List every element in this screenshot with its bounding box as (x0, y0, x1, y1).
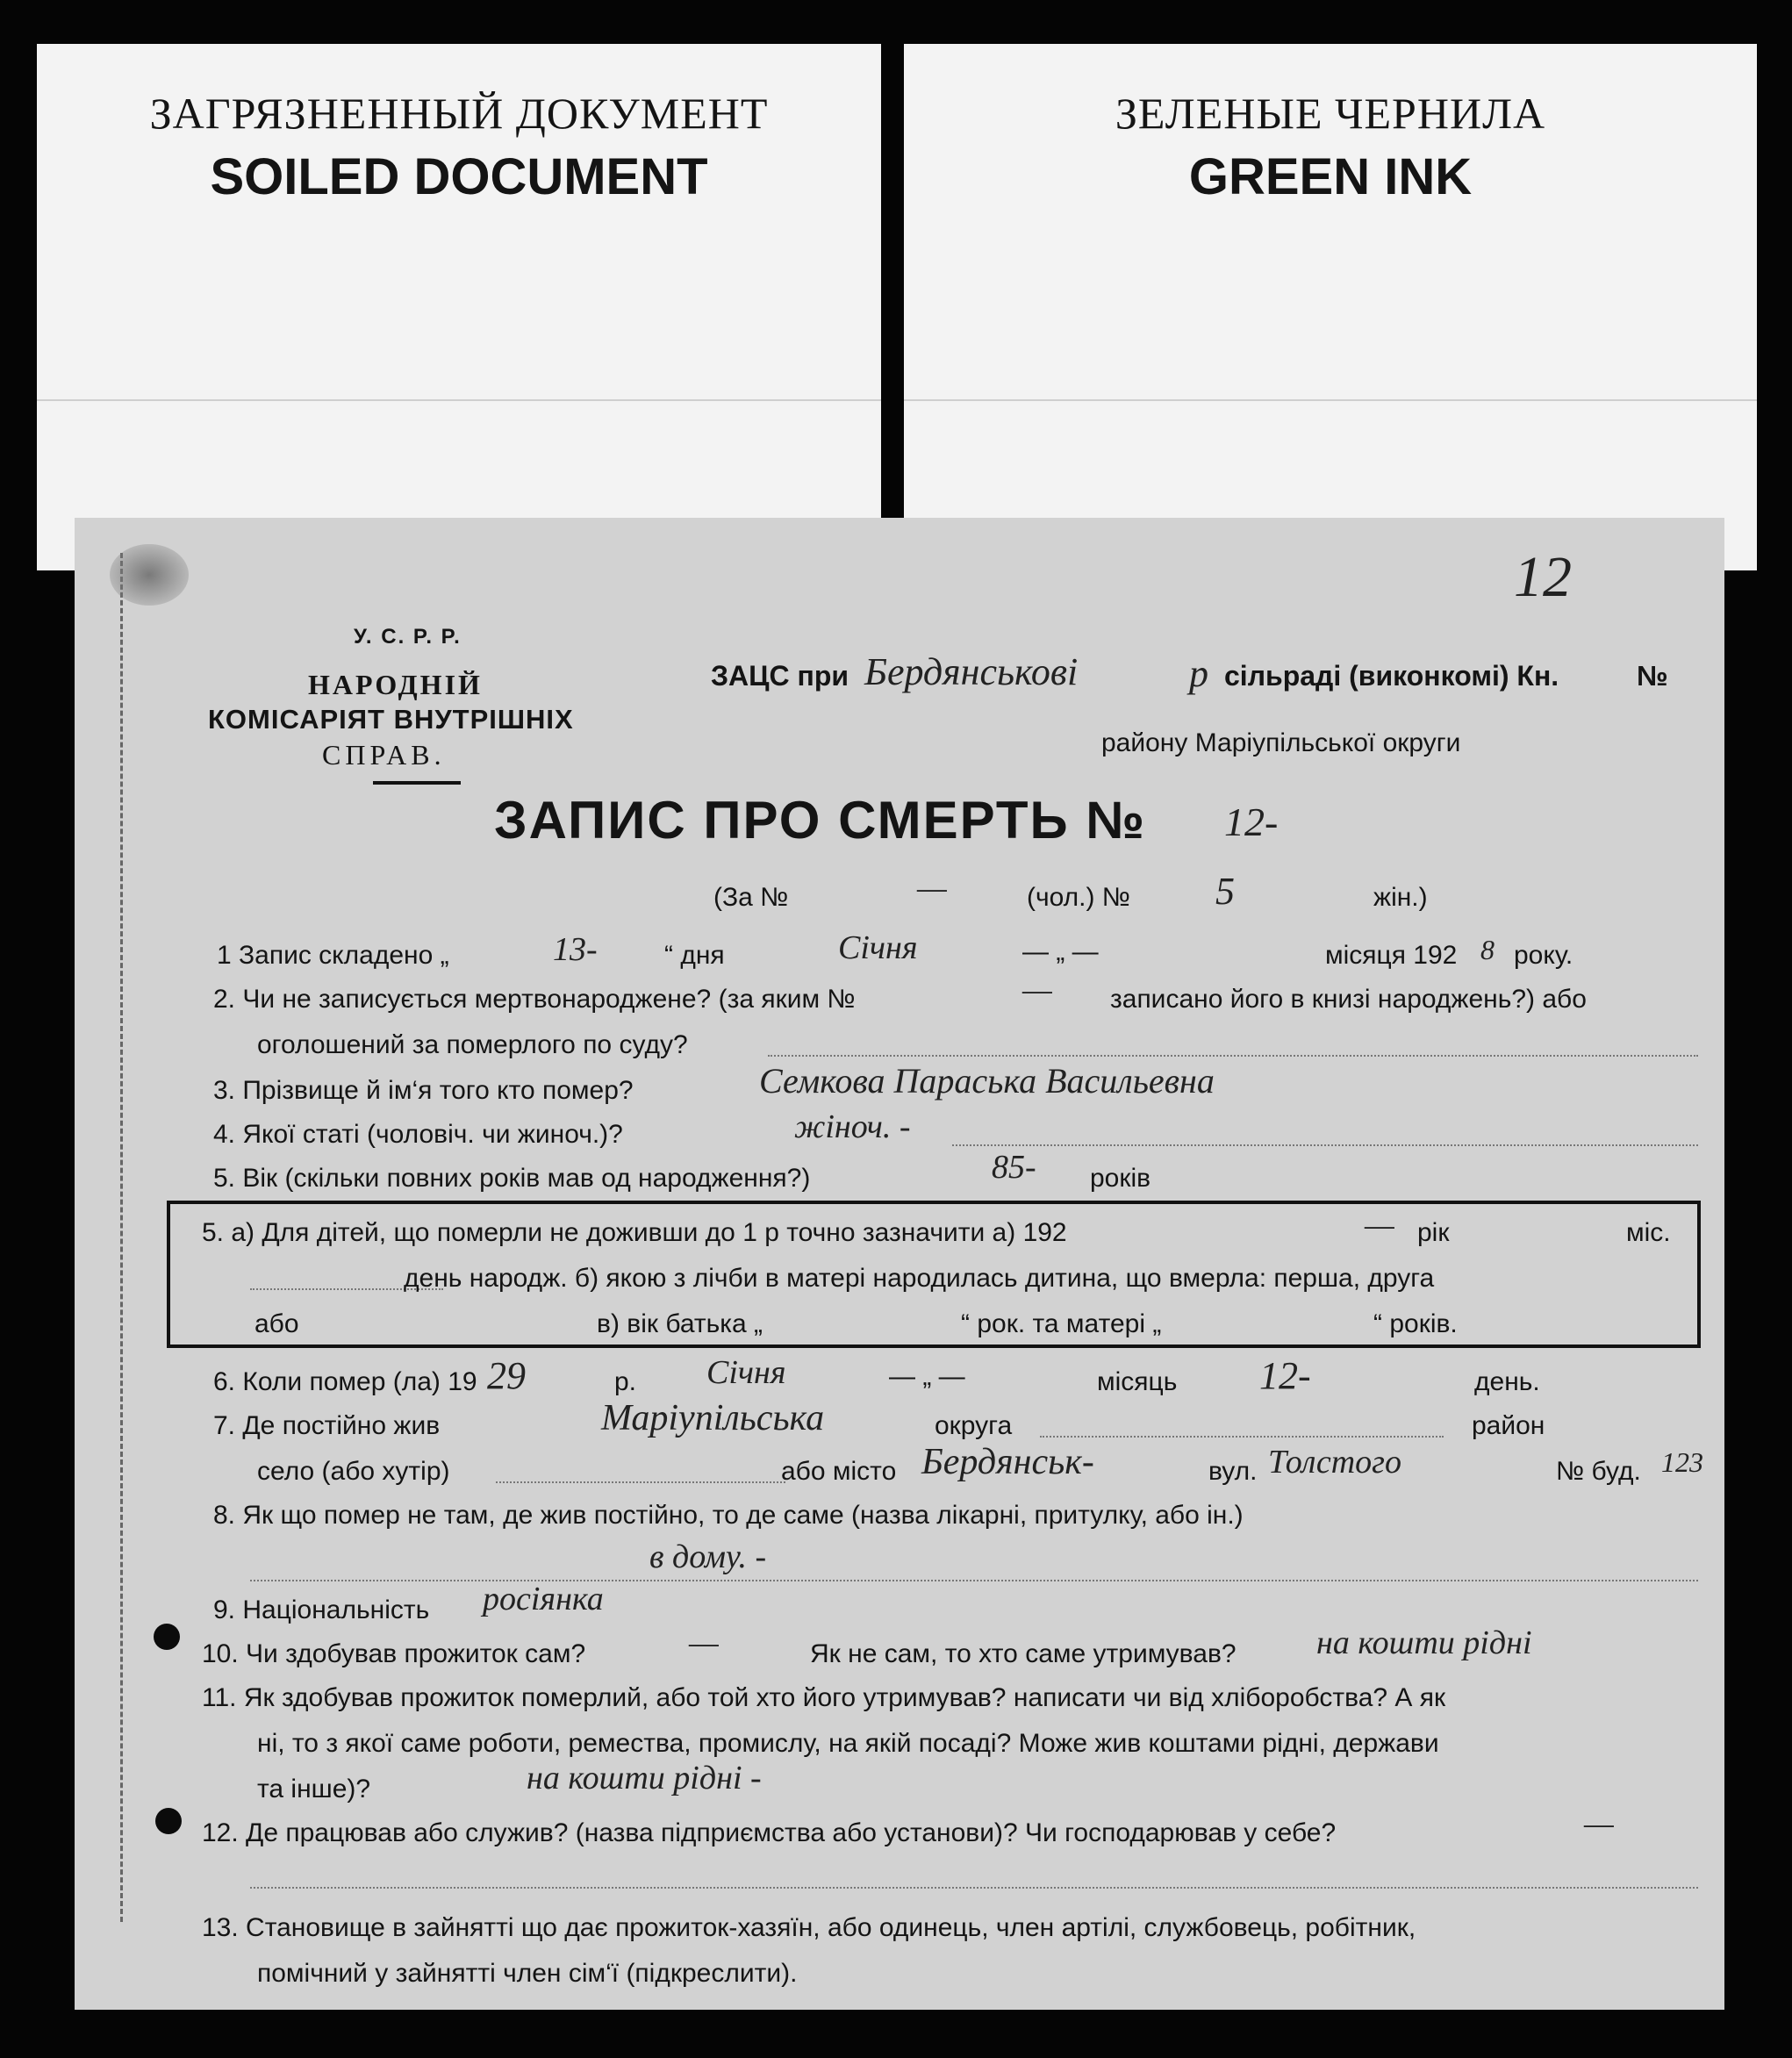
ussr-label: У. С. Р. Р. (354, 625, 462, 649)
row6-month: Січня (706, 1354, 786, 1391)
stain-mark (110, 544, 189, 606)
box-year-label: рік (1417, 1218, 1450, 1247)
fill-line (768, 1055, 1698, 1057)
row7-region-label: округа (935, 1411, 1013, 1440)
soiled-document-card (37, 44, 881, 570)
zhin-label: жін.) (1373, 883, 1428, 912)
row11-value: на кошти рідні - (527, 1760, 762, 1796)
card-label-en: GREEN INK (1188, 148, 1473, 205)
row11-label: 11. Як здобував прожиток померлий, або той хто його утримував? написати чи від хліборобства? А як (202, 1683, 1446, 1712)
row12-value: — (1584, 1805, 1614, 1842)
row7-house: 123 (1661, 1446, 1703, 1478)
row1-label: 1 Запис складено „ (217, 941, 449, 970)
commissariat-line-1: НАРОДНІЙ (308, 669, 483, 700)
box-line-3-c: “ рок. та матері „ (961, 1309, 1162, 1338)
row6-year-label: р. (614, 1367, 637, 1396)
zags-prefix: ЗАЦС при (711, 660, 849, 692)
row7-street-label: вул. (1208, 1457, 1258, 1486)
row10-value-2: на кошти рідні (1316, 1624, 1532, 1661)
row6-day: 12- (1259, 1354, 1311, 1397)
book-number-sign: № (1637, 660, 1668, 692)
row5-label: 5. Вік (скільки повних років мав од народження?) (213, 1164, 811, 1193)
card-label-en: SOILED DOCUMENT (210, 148, 708, 205)
fill-line (250, 1580, 1698, 1581)
row1-day-label: “ дня (664, 941, 725, 970)
card-fold-line (904, 399, 1757, 401)
punch-hole (154, 1624, 180, 1650)
row13-label-2: помічний у зайнятті член сім‘ї (підкреслити). (257, 1959, 798, 1988)
row7-region: Маріупільська (601, 1398, 825, 1438)
row1-month-label: місяця 192 (1325, 941, 1458, 970)
za-label: (За № (713, 883, 789, 912)
row7-label: 7. Де постійно жив (213, 1411, 441, 1440)
za-value: — (917, 870, 947, 907)
row7-district-label: район (1472, 1411, 1545, 1440)
green-ink-card (904, 44, 1757, 570)
row11-label-3: та інше)? (257, 1775, 371, 1803)
punch-hole (155, 1808, 182, 1834)
row1-month: Січня (838, 929, 918, 966)
zags-handwritten: Бердянськові (864, 650, 1079, 693)
row6-year: 29 (487, 1354, 526, 1397)
zags-suffix: сільраді (виконкомі) Кн. (1224, 660, 1559, 692)
row2-label-2: записано його в книзі народжень?) або (1110, 985, 1587, 1014)
perforation-line (120, 553, 123, 1922)
row4-label: 4. Якої статі (чоловіч. чи жиноч.)? (213, 1120, 623, 1149)
box-month-label: міс. (1626, 1218, 1671, 1247)
row6-label: 6. Коли помер (ла) 19 (213, 1367, 477, 1396)
record-title: ЗАПИС ПРО СМЕРТЬ № (494, 791, 1147, 850)
row7-city: Бердянськ- (921, 1442, 1094, 1482)
row3-value: Семкова Параська Васильевна (759, 1061, 1215, 1101)
fill-line (1040, 1436, 1444, 1438)
row12-label: 12. Де працював або служив? (назва підприємства або установи)? Чи господарював у себе? (202, 1818, 1337, 1847)
card-label-ru: ЗЕЛЕНЫЕ ЧЕРНИЛА (1115, 89, 1546, 138)
box-line-3-b: в) вік батька „ (597, 1309, 763, 1338)
row3-label: 3. Прізвище й ім‘я того кто помер? (213, 1076, 634, 1105)
row1-day: 13- (553, 931, 598, 968)
box-line-3-a: або (254, 1309, 299, 1338)
row6-dash: — „ — (889, 1362, 965, 1391)
page-number: 12 (1514, 545, 1572, 609)
fill-line (952, 1144, 1698, 1146)
row10-value: — (689, 1624, 719, 1661)
row10-label-2: Як не сам, то хто саме утримував? (810, 1639, 1236, 1668)
death-record-sheet (75, 518, 1724, 2010)
row7-city-label: або місто (781, 1457, 897, 1486)
row9-value: росіянка (483, 1581, 604, 1617)
row6-month-label: місяць (1097, 1367, 1178, 1396)
card-label-ru: ЗАГРЯЗНЕННЫЙ ДОКУМЕНТ (149, 89, 769, 138)
fill-line (496, 1481, 785, 1483)
box-line-2: день народж. б) якою з лічби в матері народилась дитина, що вмерла: перша, друга (404, 1264, 1435, 1293)
row6-day-label: день. (1474, 1367, 1540, 1396)
box-year-value: — (1365, 1207, 1394, 1244)
commissariat-line-2: КОМІСАРІЯТ ВНУТРІШНІХ (208, 704, 574, 735)
chol-label: (чол.) № (1027, 883, 1130, 912)
header-rule (373, 781, 461, 785)
commissariat-line-3: СПРАВ. (322, 739, 446, 771)
row8-label: 8. Як що помер не там, де жив постійно, то де саме (назва лікарні, притулку, або ін.) (213, 1501, 1244, 1530)
card-fold-line (37, 399, 881, 401)
row2-label-3: оголошений за померлого по суду? (257, 1030, 688, 1059)
box-line-1: 5. а) Для дітей, що померли не доживши до 1 р точно зазначити а) 192 (202, 1218, 1067, 1247)
row4-value: жіноч. - (794, 1108, 911, 1145)
row2-label: 2. Чи не записується мертвонароджене? (за яким № (213, 985, 856, 1014)
chol-value: 5 (1215, 870, 1235, 913)
row1-year-label: року. (1514, 941, 1573, 970)
district-label: району Маріупільської округи (1101, 728, 1461, 757)
row10-label: 10. Чи здобував прожиток сам? (202, 1639, 586, 1668)
row7-village-label: село (або хутір) (257, 1457, 450, 1486)
row7-house-label: № буд. (1556, 1457, 1641, 1486)
box-line-3-d: “ років. (1373, 1309, 1458, 1338)
row8-value: в дому. - (649, 1538, 767, 1575)
row13-label: 13. Становище в зайнятті що дає прожиток-хазяїн, або одинець, член артілі, службовець, робітник, (202, 1913, 1416, 1942)
row5-value: 85- (992, 1149, 1036, 1186)
row7-street: Толстого (1268, 1444, 1401, 1481)
row1-dash: — „ — (1022, 937, 1099, 966)
fill-line (250, 1887, 1698, 1889)
row5-label-2: років (1090, 1164, 1151, 1193)
row9-label: 9. Національність (213, 1595, 430, 1624)
zags-handwritten-2: р (1189, 652, 1208, 695)
record-number: 12- (1224, 800, 1279, 844)
row11-label-2: ні, то з якої саме роботи, ремества, промислу, на якій посаді? Може жив коштами рідні, держави (257, 1729, 1439, 1758)
row2-value: — (1022, 972, 1052, 1008)
row1-year: 8 (1480, 934, 1495, 965)
